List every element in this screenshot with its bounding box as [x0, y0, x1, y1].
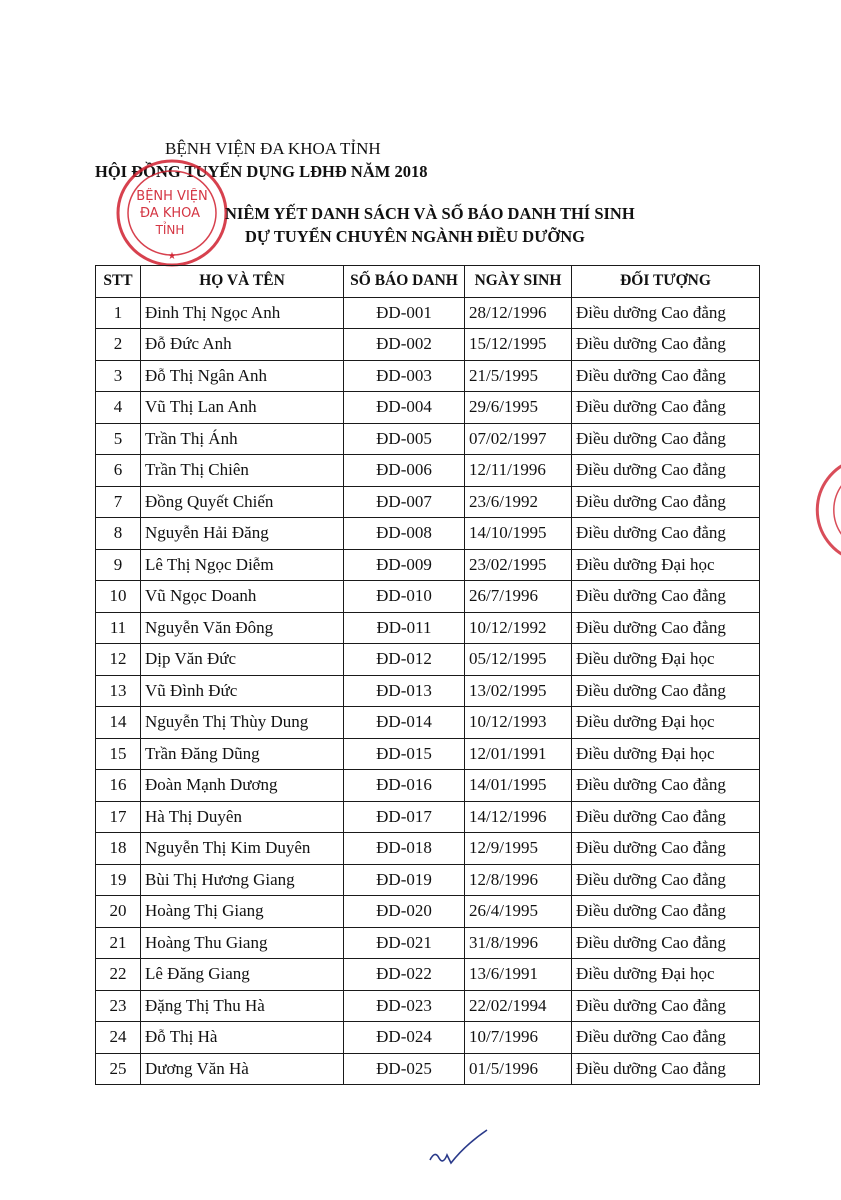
row-candidate-number: ĐD-016 [344, 770, 465, 802]
svg-text:ĐA KHOA: ĐA KHOA [139, 206, 201, 221]
row-birth-date: 22/02/1994 [465, 990, 572, 1022]
row-category: Điều dưỡng Đại học [572, 644, 760, 676]
row-birth-date: 12/01/1991 [465, 738, 572, 770]
row-birth-date: 23/6/1992 [465, 486, 572, 518]
row-birth-date: 28/12/1996 [465, 297, 572, 329]
row-stt: 12 [96, 644, 141, 676]
row-stt: 13 [96, 675, 141, 707]
row-name: Bùi Thị Hương Giang [141, 864, 344, 896]
svg-text:TỈNH: TỈNH [155, 223, 185, 237]
document-title-line2: DỰ TUYỂN CHUYÊN NGÀNH ĐIỀU DƯỠNG [245, 227, 585, 246]
signature-mark [425, 1125, 495, 1170]
row-stt: 3 [96, 360, 141, 392]
row-stt: 4 [96, 392, 141, 424]
row-candidate-number: ĐD-001 [344, 297, 465, 329]
svg-text:BỆNH VIỆN: BỆNH VIỆN [136, 189, 208, 204]
row-category: Điều dưỡng Đại học [572, 738, 760, 770]
row-name: Lê Đăng Giang [141, 959, 344, 991]
table-row [96, 392, 760, 424]
row-candidate-number: ĐD-005 [344, 423, 465, 455]
row-stt: 21 [96, 927, 141, 959]
row-stt: 14 [96, 707, 141, 739]
row-candidate-number: ĐD-015 [344, 738, 465, 770]
row-category: Điều dưỡng Cao đẳng [572, 297, 760, 329]
table-row [96, 360, 760, 392]
row-candidate-number: ĐD-022 [344, 959, 465, 991]
header-category: ĐỐI TƯỢNG [572, 266, 760, 298]
row-name: Nguyễn Văn Đông [141, 612, 344, 644]
row-candidate-number: ĐD-024 [344, 1022, 465, 1054]
row-birth-date: 26/4/1995 [465, 896, 572, 928]
row-name: Đặng Thị Thu Hà [141, 990, 344, 1022]
row-name: Đỗ Thị Hà [141, 1022, 344, 1054]
row-candidate-number: ĐD-020 [344, 896, 465, 928]
row-name: Lê Thị Ngọc Diễm [141, 549, 344, 581]
table-row [96, 1022, 760, 1054]
row-category: Điều dưỡng Đại học [572, 549, 760, 581]
row-candidate-number: ĐD-008 [344, 518, 465, 550]
row-birth-date: 12/9/1995 [465, 833, 572, 865]
row-candidate-number: ĐD-014 [344, 707, 465, 739]
row-name: Dương Văn Hà [141, 1053, 344, 1085]
table-row [96, 297, 760, 329]
row-birth-date: 14/12/1996 [465, 801, 572, 833]
row-category: Điều dưỡng Cao đẳng [572, 392, 760, 424]
table-row [96, 990, 760, 1022]
row-birth-date: 05/12/1995 [465, 644, 572, 676]
organization-name: BỆNH VIỆN ĐA KHOA TỈNH [165, 139, 381, 158]
table-row [96, 644, 760, 676]
row-stt: 8 [96, 518, 141, 550]
row-name: Hà Thị Duyên [141, 801, 344, 833]
row-stt: 10 [96, 581, 141, 613]
row-stt: 19 [96, 864, 141, 896]
row-birth-date: 01/5/1996 [465, 1053, 572, 1085]
row-candidate-number: ĐD-013 [344, 675, 465, 707]
row-candidate-number: ĐD-017 [344, 801, 465, 833]
row-name: Trần Thị Ánh [141, 423, 344, 455]
row-birth-date: 12/11/1996 [465, 455, 572, 487]
table-row [96, 1053, 760, 1085]
header-stt: STT [96, 266, 141, 298]
row-candidate-number: ĐD-018 [344, 833, 465, 865]
row-candidate-number: ĐD-021 [344, 927, 465, 959]
row-stt: 15 [96, 738, 141, 770]
row-name: Đồng Quyết Chiến [141, 486, 344, 518]
row-name: Nguyễn Hải Đăng [141, 518, 344, 550]
row-category: Điều dưỡng Cao đẳng [572, 770, 760, 802]
row-stt: 1 [96, 297, 141, 329]
row-candidate-number: ĐD-003 [344, 360, 465, 392]
row-candidate-number: ĐD-023 [344, 990, 465, 1022]
row-candidate-number: ĐD-002 [344, 329, 465, 361]
row-stt: 9 [96, 549, 141, 581]
row-stt: 20 [96, 896, 141, 928]
row-name: Vũ Thị Lan Anh [141, 392, 344, 424]
row-birth-date: 12/8/1996 [465, 864, 572, 896]
table-row [96, 675, 760, 707]
row-name: Hoàng Thu Giang [141, 927, 344, 959]
row-name: Đinh Thị Ngọc Anh [141, 297, 344, 329]
row-category: Điều dưỡng Cao đẳng [572, 455, 760, 487]
row-birth-date: 26/7/1996 [465, 581, 572, 613]
row-birth-date: 14/10/1995 [465, 518, 572, 550]
row-candidate-number: ĐD-007 [344, 486, 465, 518]
row-candidate-number: ĐD-009 [344, 549, 465, 581]
table-row [96, 518, 760, 550]
row-stt: 6 [96, 455, 141, 487]
row-candidate-number: ĐD-011 [344, 612, 465, 644]
row-name: Vũ Ngọc Doanh [141, 581, 344, 613]
row-stt: 2 [96, 329, 141, 361]
row-candidate-number: ĐD-019 [344, 864, 465, 896]
table-row [96, 738, 760, 770]
row-category: Điều dưỡng Cao đẳng [572, 581, 760, 613]
row-birth-date: 29/6/1995 [465, 392, 572, 424]
table-row [96, 959, 760, 991]
row-name: Nguyễn Thị Thùy Dung [141, 707, 344, 739]
row-category: Điều dưỡng Cao đẳng [572, 833, 760, 865]
table-row [96, 423, 760, 455]
row-category: Điều dưỡng Đại học [572, 959, 760, 991]
row-name: Trần Đăng Dũng [141, 738, 344, 770]
row-stt: 25 [96, 1053, 141, 1085]
row-category: Điều dưỡng Cao đẳng [572, 423, 760, 455]
row-category: Điều dưỡng Cao đẳng [572, 612, 760, 644]
row-stt: 18 [96, 833, 141, 865]
row-name: Đỗ Đức Anh [141, 329, 344, 361]
table-row [96, 864, 760, 896]
row-birth-date: 07/02/1997 [465, 423, 572, 455]
row-birth-date: 23/02/1995 [465, 549, 572, 581]
table-row [96, 927, 760, 959]
row-birth-date: 13/02/1995 [465, 675, 572, 707]
row-candidate-number: ĐD-010 [344, 581, 465, 613]
edge-stamp-fragment [815, 455, 841, 565]
table-row [96, 707, 760, 739]
row-stt: 5 [96, 423, 141, 455]
row-birth-date: 10/12/1992 [465, 612, 572, 644]
row-category: Điều dưỡng Cao đẳng [572, 1022, 760, 1054]
row-category: Điều dưỡng Cao đẳng [572, 864, 760, 896]
row-category: Điều dưỡng Cao đẳng [572, 1053, 760, 1085]
row-category: Điều dưỡng Cao đẳng [572, 896, 760, 928]
table-row [96, 896, 760, 928]
row-category: Điều dưỡng Cao đẳng [572, 329, 760, 361]
candidate-table [95, 265, 760, 1085]
row-birth-date: 13/6/1991 [465, 959, 572, 991]
row-birth-date: 10/7/1996 [465, 1022, 572, 1054]
row-candidate-number: ĐD-006 [344, 455, 465, 487]
row-name: Hoàng Thị Giang [141, 896, 344, 928]
row-category: Điều dưỡng Cao đẳng [572, 927, 760, 959]
row-stt: 23 [96, 990, 141, 1022]
row-stt: 24 [96, 1022, 141, 1054]
row-name: Nguyễn Thị Kim Duyên [141, 833, 344, 865]
svg-text:★: ★ [167, 251, 177, 262]
row-category: Điều dưỡng Cao đẳng [572, 990, 760, 1022]
row-name: Vũ Đình Đức [141, 675, 344, 707]
row-category: Điều dưỡng Cao đẳng [572, 360, 760, 392]
row-stt: 16 [96, 770, 141, 802]
row-category: Điều dưỡng Cao đẳng [572, 801, 760, 833]
row-name: Đoàn Mạnh Dương [141, 770, 344, 802]
row-category: Điều dưỡng Cao đẳng [572, 486, 760, 518]
table-row [96, 833, 760, 865]
row-category: Điều dưỡng Cao đẳng [572, 675, 760, 707]
table-header-row [96, 266, 760, 298]
row-stt: 22 [96, 959, 141, 991]
table-row [96, 770, 760, 802]
table-row [96, 612, 760, 644]
document-title-line1: NIÊM YẾT DANH SÁCH VÀ SỐ BÁO DANH THÍ SINH [225, 204, 635, 223]
table-row [96, 549, 760, 581]
row-name: Đỗ Thị Ngân Anh [141, 360, 344, 392]
table-row [96, 455, 760, 487]
table-row [96, 486, 760, 518]
row-candidate-number: ĐD-025 [344, 1053, 465, 1085]
row-stt: 11 [96, 612, 141, 644]
row-birth-date: 21/5/1995 [465, 360, 572, 392]
row-stt: 17 [96, 801, 141, 833]
council-name: HỘI ĐỒNG TUYỂN DỤNG LĐHĐ NĂM 2018 [95, 162, 428, 181]
header-candidate-number: SỐ BÁO DANH [344, 266, 465, 298]
header-name: HỌ VÀ TÊN [141, 266, 344, 298]
row-name: Trần Thị Chiên [141, 455, 344, 487]
table-row [96, 329, 760, 361]
row-birth-date: 15/12/1995 [465, 329, 572, 361]
row-category: Điều dưỡng Cao đẳng [572, 518, 760, 550]
table-row [96, 581, 760, 613]
row-candidate-number: ĐD-012 [344, 644, 465, 676]
row-birth-date: 31/8/1996 [465, 927, 572, 959]
row-birth-date: 10/12/1993 [465, 707, 572, 739]
row-birth-date: 14/01/1995 [465, 770, 572, 802]
row-name: Dịp Văn Đức [141, 644, 344, 676]
table-row [96, 801, 760, 833]
row-category: Điều dưỡng Đại học [572, 707, 760, 739]
row-candidate-number: ĐD-004 [344, 392, 465, 424]
header-birth-date: NGÀY SINH [465, 266, 572, 298]
row-stt: 7 [96, 486, 141, 518]
